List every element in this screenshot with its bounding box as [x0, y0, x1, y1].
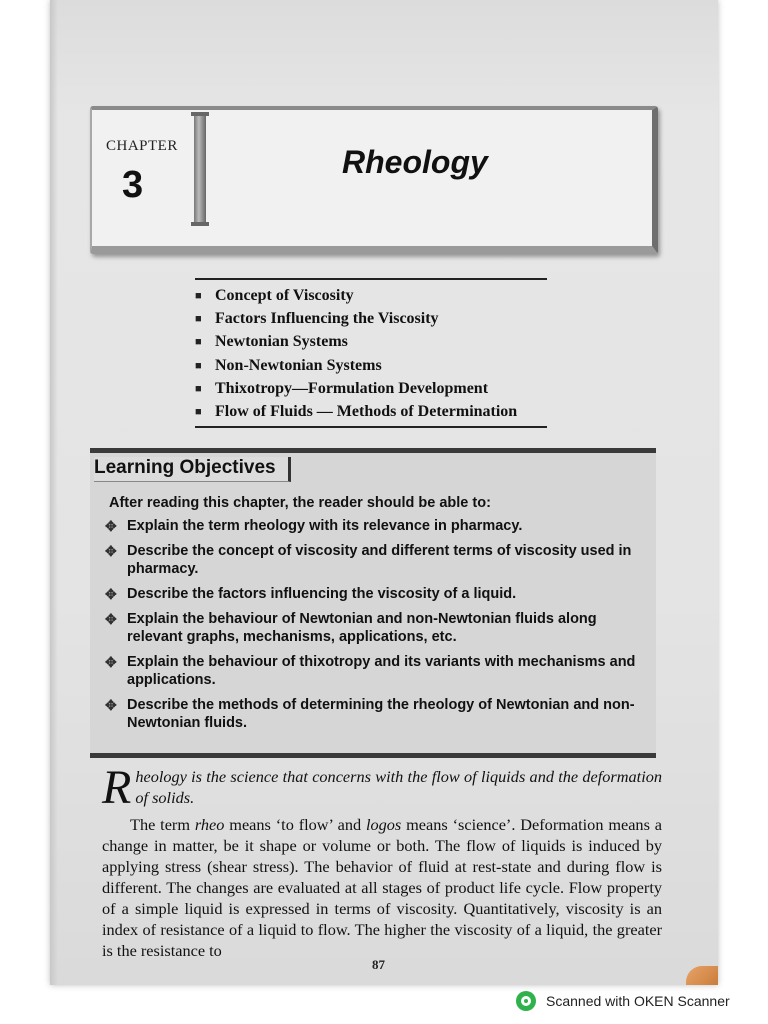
topic-item [195, 307, 547, 330]
chapter-number: 3 [122, 164, 144, 206]
objective-item [105, 696, 645, 732]
topic-label: Newtonian Systems [215, 333, 348, 351]
topic-label: Flow of Fluids — Methods of Determination [215, 403, 518, 421]
windows-bullet-icon: ■ [195, 382, 202, 395]
term-logos: logos [365, 815, 402, 834]
chapter-label: CHAPTER [106, 138, 178, 154]
diamond-bullet-icon: ✥ [105, 654, 117, 670]
scanner-watermark [516, 988, 730, 1014]
topic-label: Concept of Viscosity [215, 286, 354, 304]
topic-item [195, 284, 547, 307]
topic-item [195, 377, 547, 400]
chapter-topics-list [195, 278, 547, 428]
objective-item [105, 585, 645, 603]
learning-objectives-list [105, 517, 645, 739]
topic-item [195, 331, 547, 354]
page-number: 87 [372, 957, 385, 972]
objective-item [105, 653, 645, 689]
topic-label: Non-Newtonian Systems [215, 356, 382, 374]
scanner-watermark-text: Scanned with OKEN Scanner [546, 993, 730, 1009]
objective-text: Describe the methods of determining the rheology of Newtonian and non-Newtonian fluids. [127, 697, 635, 731]
objective-text: Describe the factors influencing the viscosity of a liquid. [127, 586, 517, 602]
learning-objectives-box [90, 448, 656, 758]
diamond-bullet-icon: ✥ [105, 543, 117, 559]
para2-text-c: means ‘science’. Deformation means a change in matter, be it shape or volume or both. The flow of liquids is induced by applying stress (shear stress). The behavior of fluid at rest-state and during flow is different. The changes are evaluated at all stages of product life cycle. Flow property of a simple liquid is expressed in terms of viscosity. Quantitatively, viscosity is an index of resistance of a liquid to flow. The higher the viscosity of a liquid, the greater is the resistance to [102, 815, 662, 960]
windows-bullet-icon: ■ [195, 359, 202, 372]
windows-bullet-icon: ■ [195, 406, 202, 419]
windows-bullet-icon: ■ [195, 336, 202, 349]
chapter-title: Rheology [342, 144, 488, 180]
drop-cap: R [102, 761, 132, 814]
objective-text: Explain the behaviour of Newtonian and non-Newtonian fluids along relevant graphs, mechanisms, applications, etc. [127, 611, 597, 645]
body-paragraph-definition [102, 814, 662, 961]
objective-item [105, 542, 645, 578]
chapter-banner [90, 106, 658, 254]
topic-label: Factors Influencing the Viscosity [215, 309, 439, 327]
objective-item [105, 610, 645, 646]
objective-text: Explain the behaviour of thixotropy and its variants with mechanisms and applications. [127, 654, 636, 688]
objective-text: Describe the concept of viscosity and different terms of viscosity used in pharmacy. [127, 543, 632, 577]
oken-scanner-logo-icon [516, 991, 536, 1011]
learning-objectives-heading: Learning Objectives [94, 457, 291, 482]
objective-text: Explain the term rheology with its relevance in pharmacy. [127, 518, 523, 534]
windows-bullet-icon: ■ [195, 289, 202, 302]
body-paragraph-intro [102, 761, 662, 814]
topic-item [195, 400, 547, 423]
objective-item [105, 517, 645, 535]
page-corner-peel [686, 966, 718, 985]
diamond-bullet-icon: ✥ [105, 611, 117, 627]
topic-item [195, 354, 547, 377]
book-page [50, 0, 718, 985]
para2-text-b: means ‘to flow’ and [224, 815, 366, 834]
banner-divider-ornament [194, 114, 206, 224]
topic-label: Thixotropy—Formulation Development [215, 379, 489, 397]
diamond-bullet-icon: ✥ [105, 518, 117, 534]
diamond-bullet-icon: ✥ [105, 586, 117, 602]
page-gutter-shadow [50, 0, 58, 985]
diamond-bullet-icon: ✥ [105, 697, 117, 713]
intro-first-word-rest: heology is the science that concerns with the flow of liquids and the deformation of solids. [135, 767, 662, 807]
para2-text-a: The term [130, 815, 195, 834]
learning-objectives-intro: After reading this chapter, the reader should be able to: [109, 495, 491, 511]
chapter-body-text [102, 761, 662, 967]
windows-bullet-icon: ■ [195, 312, 202, 325]
term-rheo: rheo [194, 815, 225, 834]
